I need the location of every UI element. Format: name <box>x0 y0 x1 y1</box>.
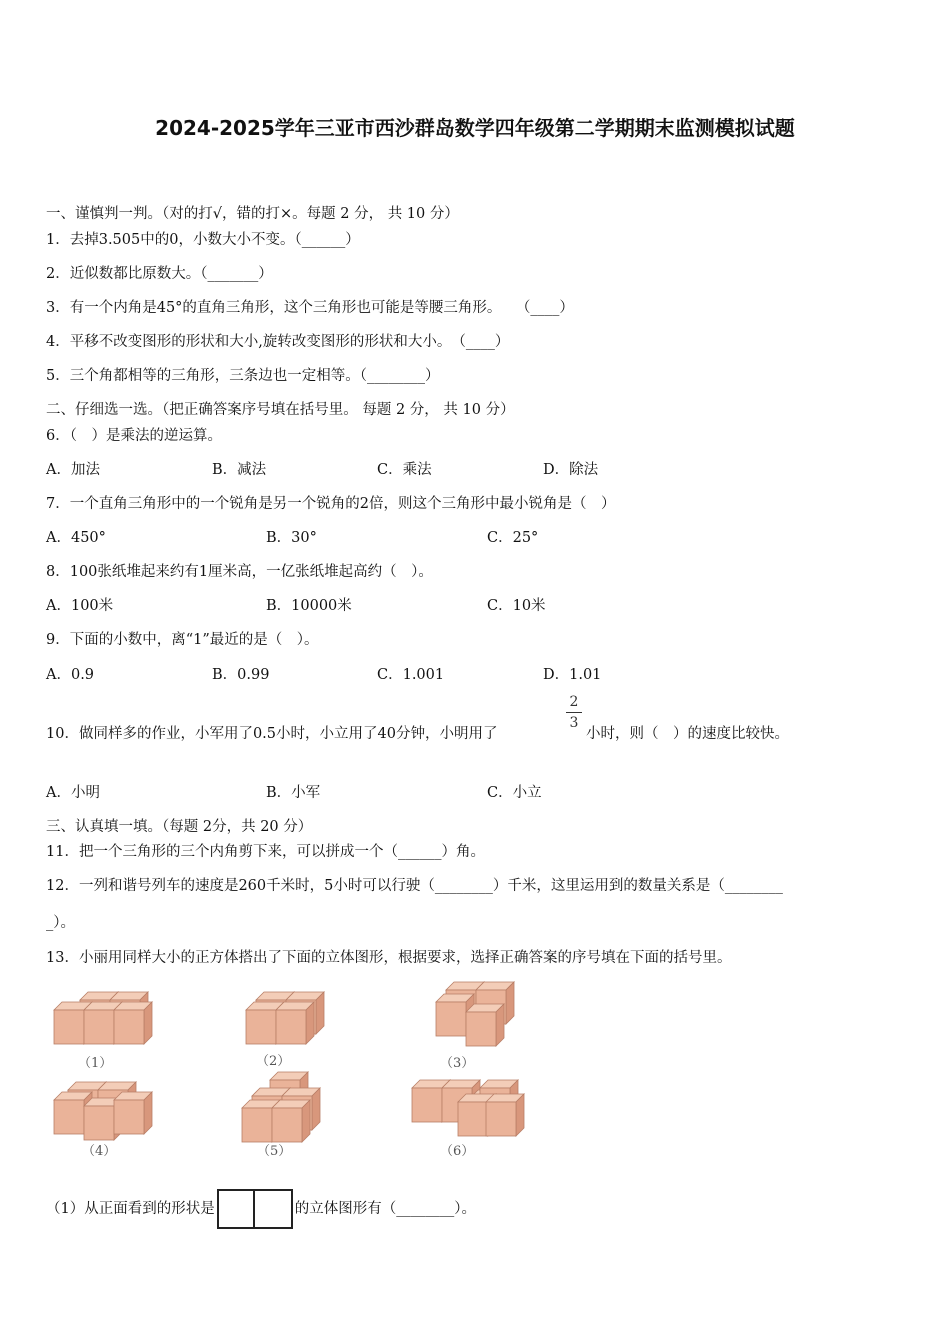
option-q9-c: C．1.001 <box>377 667 445 683</box>
option-q8-c: C．10米 <box>487 598 546 614</box>
figure-caption-3: （3） <box>440 1056 475 1071</box>
question-4: 4．平移不改变图形的形状和大小,旋转改变图形的形状和大小。 （____） <box>46 334 510 350</box>
fraction-numerator: 2 <box>569 694 579 710</box>
option-q9-a: A．0.9 <box>46 667 95 683</box>
option-q10-b: B．小军 <box>266 785 321 801</box>
figure-caption-4: （4） <box>82 1144 117 1159</box>
figure-5-cubes <box>242 1072 320 1142</box>
figure-caption-2: （2） <box>256 1054 291 1069</box>
figure-caption-5: （5） <box>257 1144 292 1159</box>
fraction-denominator: 3 <box>569 715 579 731</box>
question-9: 9．下面的小数中，离“1”最近的是（ ）。 <box>46 632 319 648</box>
two-square-front-view <box>217 1189 293 1229</box>
question-1: 1．去掉3.505中的0，小数大小不变。（______） <box>46 232 360 248</box>
question-6: 6．（ ）是乘法的逆运算。 <box>46 428 222 444</box>
figure-3-cubes <box>436 982 514 1046</box>
option-q10-a: A．小明 <box>46 785 100 801</box>
option-q8-a: A．100米 <box>46 598 114 614</box>
figure-2-cubes <box>246 992 324 1044</box>
option-q6-c: C．乘法 <box>377 462 432 478</box>
sub-question-1 <box>46 1189 476 1229</box>
question-13: 13．小丽用同样大小的正方体搭出了下面的立体图形，根据要求，选择正确答案的序号填在下面的括号里。 <box>46 950 732 966</box>
section-1-heading: 一、谨慎判一判。（对的打√，错的打×。每题 2 分， 共 10 分） <box>46 206 459 222</box>
question-5: 5．三个角都相等的三角形，三条边也一定相等。（________） <box>46 368 440 384</box>
page-title: 2024-2025学年三亚市西沙群岛数学四年级第二学期期末监测模拟试题 <box>155 116 795 140</box>
option-q7-b: B．30° <box>266 530 317 546</box>
question-2: 2．近似数都比原数大。（_______） <box>46 266 273 282</box>
section-2-heading: 二、仔细选一选。（把正确答案序号填在括号里。 每题 2 分， 共 10 分） <box>46 402 515 418</box>
option-q7-a: A．450° <box>46 530 106 546</box>
option-q9-b: B．0.99 <box>212 667 270 683</box>
section-3-heading: 三、认真填一填。（每题 2分，共 20 分） <box>46 819 313 835</box>
option-q8-b: B．10000米 <box>266 598 352 614</box>
question-8: 8．100张纸堆起来约有1厘米高，一亿张纸堆起高约（ ）。 <box>46 564 433 580</box>
option-q6-d: D．除法 <box>543 462 599 478</box>
fraction-two-thirds <box>566 694 582 731</box>
figure-4-cubes <box>54 1082 152 1140</box>
question-10-part-b: 小时，则（ ）的速度比较快。 <box>586 726 789 742</box>
figure-1-cubes <box>54 992 152 1044</box>
option-q10-c: C．小立 <box>487 785 542 801</box>
question-3: 3．有一个内角是45°的直角三角形，这个三角形也可能是等腰三角形。 （____） <box>46 300 574 316</box>
figure-caption-1: （1） <box>78 1056 113 1071</box>
figure-caption-6: （6） <box>440 1144 475 1159</box>
question-10-part-a: 10．做同样多的作业，小军用了0.5小时，小立用了40分钟，小明用了 <box>46 726 498 742</box>
sub-question-1-text-a: （1）从正面看到的形状是 <box>46 1201 215 1217</box>
question-7: 7．一个直角三角形中的一个锐角是另一个锐角的2倍，则这个三角形中最小锐角是（ ） <box>46 496 616 512</box>
option-q6-a: A．加法 <box>46 462 100 478</box>
figure-6-cubes <box>412 1080 524 1136</box>
question-12-line-1: 12．一列和谐号列车的速度是260千米时，5小时可以行驶（________）千米，这里运用到的数量关系是（________ <box>46 878 783 894</box>
question-12-line-2: _）。 <box>46 915 75 931</box>
option-q9-d: D．1.01 <box>543 667 602 683</box>
sub-question-1-text-b: 的立体图形有（________）。 <box>294 1201 476 1217</box>
option-q7-c: C．25° <box>487 530 539 546</box>
question-11: 11．把一个三角形的三个内角剪下来，可以拼成一个（______）角。 <box>46 844 485 860</box>
option-q6-b: B．减法 <box>212 462 267 478</box>
